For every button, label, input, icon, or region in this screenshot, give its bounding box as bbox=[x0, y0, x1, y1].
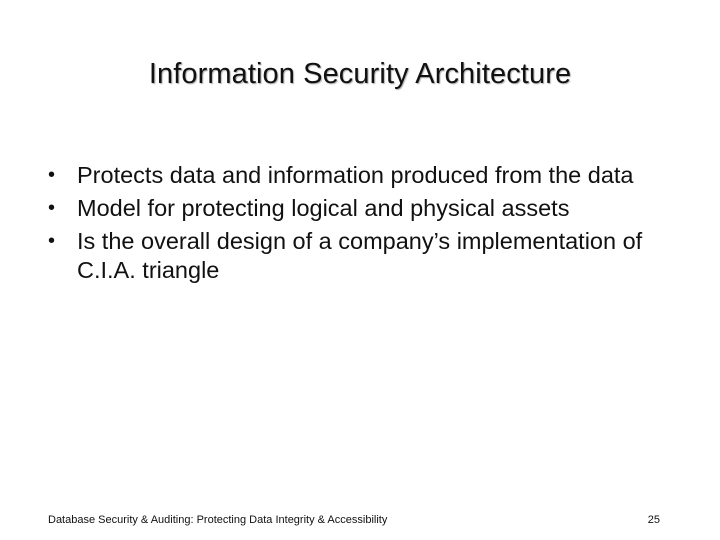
bullet-marker: • bbox=[48, 230, 56, 252]
bullet-item bbox=[48, 227, 688, 285]
slide-title: Information Security Architecture bbox=[148, 58, 572, 90]
page-number: 25 bbox=[647, 514, 660, 526]
bullet-list bbox=[48, 161, 688, 289]
bullet-text: Model for protecting logical and physical assets bbox=[77, 195, 570, 221]
bullet-text: Is the overall design of a company’s implementation of C.I.A. triangle bbox=[77, 228, 643, 283]
bullet-marker: • bbox=[48, 164, 56, 186]
bullet-item bbox=[48, 161, 688, 190]
bullet-marker: • bbox=[48, 197, 56, 219]
bullet-text: Protects data and information produced from the data bbox=[77, 162, 634, 188]
footer-text: Database Security & Auditing: Protecting Data Integrity & Accessibility bbox=[48, 514, 388, 526]
bullet-item bbox=[48, 194, 688, 223]
